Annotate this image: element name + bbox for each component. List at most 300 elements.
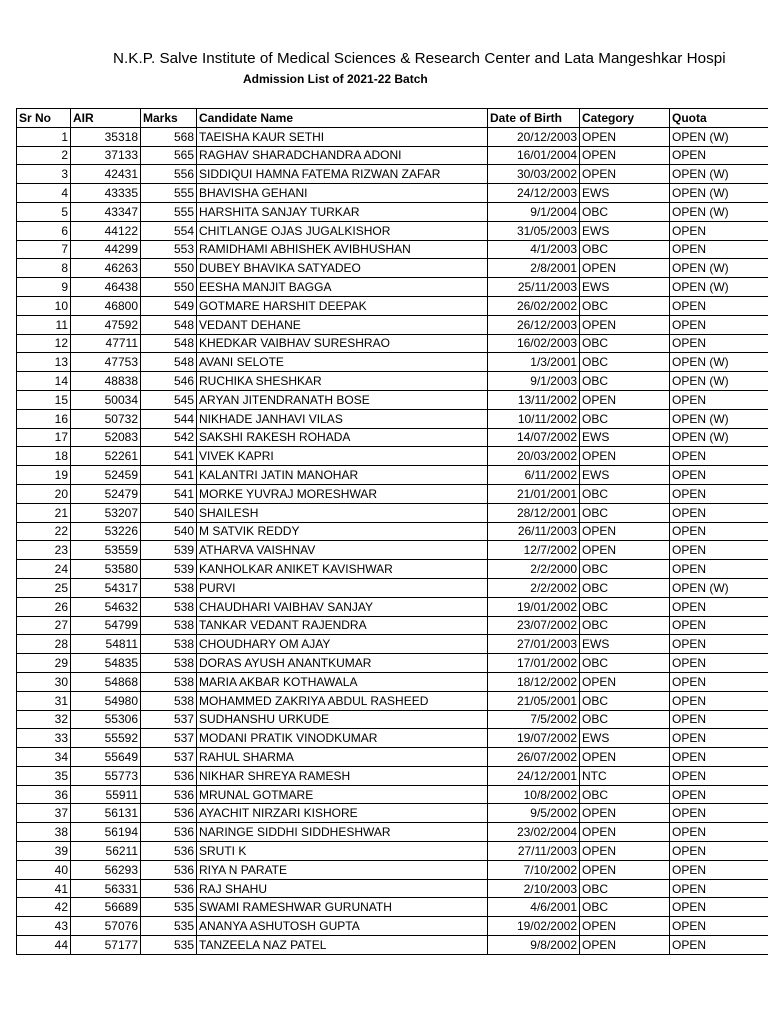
- sr-no-cell: 35: [17, 766, 71, 785]
- table-row: [17, 879, 768, 898]
- quota-cell: OPEN (W): [670, 127, 768, 146]
- quota-cell: OPEN: [670, 616, 768, 635]
- category-cell: OPEN: [580, 748, 670, 767]
- air-cell: 54317: [71, 578, 141, 597]
- date-of-birth-cell: 16/02/2003: [488, 334, 580, 353]
- quota-cell: OPEN: [670, 936, 768, 955]
- air-cell: 47753: [71, 353, 141, 372]
- sr-no-cell: 34: [17, 748, 71, 767]
- quota-cell: OPEN: [670, 240, 768, 259]
- candidate-name-cell: SWAMI RAMESHWAR GURUNATH: [197, 898, 488, 917]
- air-cell: 56331: [71, 879, 141, 898]
- table-row: [17, 672, 768, 691]
- sr-no-cell: 4: [17, 184, 71, 203]
- date-of-birth-cell: 26/07/2002: [488, 748, 580, 767]
- air-cell: 55773: [71, 766, 141, 785]
- marks-cell: 539: [141, 541, 197, 560]
- sr-no-cell: 13: [17, 353, 71, 372]
- marks-cell: 538: [141, 672, 197, 691]
- candidate-name-cell: ARYAN JITENDRANATH BOSE: [197, 390, 488, 409]
- air-cell: 44122: [71, 221, 141, 240]
- quota-cell: OPEN: [670, 917, 768, 936]
- quota-cell: OPEN (W): [670, 409, 768, 428]
- table-row: [17, 334, 768, 353]
- quota-cell: OPEN: [670, 785, 768, 804]
- air-cell: 52479: [71, 484, 141, 503]
- sr-no-cell: 43: [17, 917, 71, 936]
- candidate-name-cell: M SATVIK REDDY: [197, 522, 488, 541]
- candidate-name-cell: GOTMARE HARSHIT DEEPAK: [197, 296, 488, 315]
- air-cell: 52459: [71, 466, 141, 485]
- category-cell: OPEN: [580, 315, 670, 334]
- category-cell: OBC: [580, 202, 670, 221]
- date-of-birth-cell: 4/1/2003: [488, 240, 580, 259]
- sr-no-cell: 1: [17, 127, 71, 146]
- table-row: [17, 278, 768, 297]
- date-of-birth-cell: 6/11/2002: [488, 466, 580, 485]
- candidate-name-cell: RAGHAV SHARADCHANDRA ADONI: [197, 146, 488, 165]
- quota-cell: OPEN: [670, 447, 768, 466]
- admission-table: [16, 108, 768, 955]
- marks-cell: 544: [141, 409, 197, 428]
- category-cell: OBC: [580, 240, 670, 259]
- marks-cell: 538: [141, 578, 197, 597]
- column-header-marks: Marks: [141, 109, 197, 128]
- candidate-name-cell: SUDHANSHU URKUDE: [197, 710, 488, 729]
- date-of-birth-cell: 27/11/2003: [488, 842, 580, 861]
- candidate-name-cell: CHOUDHARY OM AJAY: [197, 635, 488, 654]
- candidate-name-cell: AVANI SELOTE: [197, 353, 488, 372]
- quota-cell: OPEN: [670, 635, 768, 654]
- category-cell: OBC: [580, 710, 670, 729]
- category-cell: OPEN: [580, 672, 670, 691]
- quota-cell: OPEN: [670, 672, 768, 691]
- sr-no-cell: 39: [17, 842, 71, 861]
- column-header-date-of-birth: Date of Birth: [488, 109, 580, 128]
- date-of-birth-cell: 30/03/2002: [488, 165, 580, 184]
- quota-cell: OPEN: [670, 691, 768, 710]
- table-row: [17, 597, 768, 616]
- date-of-birth-cell: 7/5/2002: [488, 710, 580, 729]
- marks-cell: 541: [141, 447, 197, 466]
- quota-cell: OPEN: [670, 654, 768, 673]
- candidate-name-cell: AYACHIT NIRZARI KISHORE: [197, 804, 488, 823]
- date-of-birth-cell: 9/5/2002: [488, 804, 580, 823]
- marks-cell: 538: [141, 654, 197, 673]
- table-row: [17, 748, 768, 767]
- marks-cell: 535: [141, 917, 197, 936]
- quota-cell: OPEN: [670, 597, 768, 616]
- sr-no-cell: 8: [17, 259, 71, 278]
- marks-cell: 540: [141, 503, 197, 522]
- category-cell: OPEN: [580, 522, 670, 541]
- table-row: [17, 654, 768, 673]
- table-row: [17, 635, 768, 654]
- quota-cell: OPEN: [670, 315, 768, 334]
- date-of-birth-cell: 24/12/2001: [488, 766, 580, 785]
- marks-cell: 538: [141, 691, 197, 710]
- date-of-birth-cell: 9/1/2004: [488, 202, 580, 221]
- category-cell: OBC: [580, 879, 670, 898]
- date-of-birth-cell: 4/6/2001: [488, 898, 580, 917]
- table-row: [17, 710, 768, 729]
- quota-cell: OPEN: [670, 710, 768, 729]
- candidate-name-cell: TANKAR VEDANT RAJENDRA: [197, 616, 488, 635]
- date-of-birth-cell: 9/1/2003: [488, 372, 580, 391]
- marks-cell: 554: [141, 221, 197, 240]
- candidate-name-cell: SRUTI K: [197, 842, 488, 861]
- sr-no-cell: 22: [17, 522, 71, 541]
- marks-cell: 549: [141, 296, 197, 315]
- candidate-name-cell: TAEISHA KAUR SETHI: [197, 127, 488, 146]
- table-row: [17, 259, 768, 278]
- category-cell: OPEN: [580, 541, 670, 560]
- category-cell: OBC: [580, 296, 670, 315]
- sr-no-cell: 23: [17, 541, 71, 560]
- sr-no-cell: 19: [17, 466, 71, 485]
- table-row: [17, 860, 768, 879]
- category-cell: OPEN: [580, 447, 670, 466]
- quota-cell: OPEN (W): [670, 372, 768, 391]
- air-cell: 48838: [71, 372, 141, 391]
- air-cell: 53207: [71, 503, 141, 522]
- category-cell: OBC: [580, 372, 670, 391]
- marks-cell: 538: [141, 597, 197, 616]
- category-cell: EWS: [580, 729, 670, 748]
- sr-no-cell: 33: [17, 729, 71, 748]
- air-cell: 47711: [71, 334, 141, 353]
- air-cell: 57076: [71, 917, 141, 936]
- category-cell: OBC: [580, 484, 670, 503]
- air-cell: 54799: [71, 616, 141, 635]
- marks-cell: 537: [141, 748, 197, 767]
- air-cell: 55306: [71, 710, 141, 729]
- date-of-birth-cell: 14/07/2002: [488, 428, 580, 447]
- sr-no-cell: 16: [17, 409, 71, 428]
- table-row: [17, 447, 768, 466]
- category-cell: OPEN: [580, 127, 670, 146]
- air-cell: 46263: [71, 259, 141, 278]
- table-row: [17, 936, 768, 955]
- candidate-name-cell: CHAUDHARI VAIBHAV SANJAY: [197, 597, 488, 616]
- quota-cell: OPEN: [670, 334, 768, 353]
- quota-cell: OPEN: [670, 484, 768, 503]
- candidate-name-cell: BHAVISHA GEHANI: [197, 184, 488, 203]
- candidate-name-cell: MARIA AKBAR KOTHAWALA: [197, 672, 488, 691]
- marks-cell: 550: [141, 259, 197, 278]
- sr-no-cell: 10: [17, 296, 71, 315]
- table-row: [17, 484, 768, 503]
- quota-cell: OPEN: [670, 466, 768, 485]
- date-of-birth-cell: 2/2/2002: [488, 578, 580, 597]
- category-cell: OPEN: [580, 860, 670, 879]
- column-header-air: AIR: [71, 109, 141, 128]
- category-cell: OBC: [580, 578, 670, 597]
- air-cell: 53559: [71, 541, 141, 560]
- date-of-birth-cell: 28/12/2001: [488, 503, 580, 522]
- marks-cell: 556: [141, 165, 197, 184]
- category-cell: OBC: [580, 334, 670, 353]
- quota-cell: OPEN (W): [670, 165, 768, 184]
- date-of-birth-cell: 19/07/2002: [488, 729, 580, 748]
- marks-cell: 536: [141, 860, 197, 879]
- date-of-birth-cell: 25/11/2003: [488, 278, 580, 297]
- quota-cell: OPEN: [670, 522, 768, 541]
- date-of-birth-cell: 17/01/2002: [488, 654, 580, 673]
- date-of-birth-cell: 20/03/2002: [488, 447, 580, 466]
- category-cell: OBC: [580, 691, 670, 710]
- table-row: [17, 785, 768, 804]
- sr-no-cell: 36: [17, 785, 71, 804]
- document-subtitle: Admission List of 2021-22 Batch: [243, 72, 428, 86]
- marks-cell: 546: [141, 372, 197, 391]
- table-row: [17, 541, 768, 560]
- quota-cell: OPEN: [670, 804, 768, 823]
- table-row: [17, 898, 768, 917]
- quota-cell: OPEN: [670, 146, 768, 165]
- air-cell: 54868: [71, 672, 141, 691]
- category-cell: EWS: [580, 466, 670, 485]
- air-cell: 57177: [71, 936, 141, 955]
- candidate-name-cell: RIYA N PARATE: [197, 860, 488, 879]
- date-of-birth-cell: 21/05/2001: [488, 691, 580, 710]
- sr-no-cell: 5: [17, 202, 71, 221]
- date-of-birth-cell: 2/8/2001: [488, 259, 580, 278]
- category-cell: OPEN: [580, 165, 670, 184]
- date-of-birth-cell: 9/8/2002: [488, 936, 580, 955]
- quota-cell: OPEN: [670, 879, 768, 898]
- candidate-name-cell: RAHUL SHARMA: [197, 748, 488, 767]
- candidate-name-cell: TANZEELA NAZ PATEL: [197, 936, 488, 955]
- date-of-birth-cell: 19/02/2002: [488, 917, 580, 936]
- sr-no-cell: 37: [17, 804, 71, 823]
- candidate-name-cell: RAMIDHAMI ABHISHEK AVIBHUSHAN: [197, 240, 488, 259]
- sr-no-cell: 28: [17, 635, 71, 654]
- table-row: [17, 842, 768, 861]
- air-cell: 56689: [71, 898, 141, 917]
- sr-no-cell: 29: [17, 654, 71, 673]
- sr-no-cell: 20: [17, 484, 71, 503]
- sr-no-cell: 18: [17, 447, 71, 466]
- candidate-name-cell: SAKSHI RAKESH ROHADA: [197, 428, 488, 447]
- candidate-name-cell: ATHARVA VAISHNAV: [197, 541, 488, 560]
- marks-cell: 537: [141, 710, 197, 729]
- date-of-birth-cell: 26/12/2003: [488, 315, 580, 334]
- date-of-birth-cell: 10/8/2002: [488, 785, 580, 804]
- date-of-birth-cell: 31/05/2003: [488, 221, 580, 240]
- sr-no-cell: 27: [17, 616, 71, 635]
- sr-no-cell: 2: [17, 146, 71, 165]
- table-row: [17, 202, 768, 221]
- sr-no-cell: 31: [17, 691, 71, 710]
- marks-cell: 555: [141, 184, 197, 203]
- marks-cell: 536: [141, 879, 197, 898]
- table-row: [17, 729, 768, 748]
- quota-cell: OPEN (W): [670, 184, 768, 203]
- marks-cell: 542: [141, 428, 197, 447]
- candidate-name-cell: MORKE YUVRAJ MORESHWAR: [197, 484, 488, 503]
- table-row: [17, 691, 768, 710]
- air-cell: 56131: [71, 804, 141, 823]
- air-cell: 54980: [71, 691, 141, 710]
- quota-cell: OPEN (W): [670, 578, 768, 597]
- quota-cell: OPEN: [670, 503, 768, 522]
- table-body: [17, 127, 768, 954]
- air-cell: 47592: [71, 315, 141, 334]
- air-cell: 43335: [71, 184, 141, 203]
- date-of-birth-cell: 16/01/2004: [488, 146, 580, 165]
- marks-cell: 548: [141, 334, 197, 353]
- quota-cell: OPEN: [670, 296, 768, 315]
- table-row: [17, 428, 768, 447]
- table-row: [17, 917, 768, 936]
- air-cell: 42431: [71, 165, 141, 184]
- candidate-name-cell: RUCHIKA SHESHKAR: [197, 372, 488, 391]
- quota-cell: OPEN: [670, 390, 768, 409]
- quota-cell: OPEN: [670, 748, 768, 767]
- quota-cell: OPEN: [670, 541, 768, 560]
- table-row: [17, 522, 768, 541]
- candidate-name-cell: VIVEK KAPRI: [197, 447, 488, 466]
- column-header-category: Category: [580, 109, 670, 128]
- quota-cell: OPEN (W): [670, 202, 768, 221]
- category-cell: EWS: [580, 221, 670, 240]
- date-of-birth-cell: 19/01/2002: [488, 597, 580, 616]
- candidate-name-cell: MOHAMMED ZAKRIYA ABDUL RASHEED: [197, 691, 488, 710]
- marks-cell: 537: [141, 729, 197, 748]
- table-row: [17, 372, 768, 391]
- quota-cell: OPEN: [670, 823, 768, 842]
- category-cell: EWS: [580, 428, 670, 447]
- category-cell: OBC: [580, 616, 670, 635]
- table-row: [17, 240, 768, 259]
- category-cell: OBC: [580, 409, 670, 428]
- marks-cell: 538: [141, 616, 197, 635]
- category-cell: OPEN: [580, 842, 670, 861]
- sr-no-cell: 15: [17, 390, 71, 409]
- quota-cell: OPEN: [670, 221, 768, 240]
- table-row: [17, 503, 768, 522]
- quota-cell: OPEN (W): [670, 278, 768, 297]
- date-of-birth-cell: 13/11/2002: [488, 390, 580, 409]
- marks-cell: 539: [141, 560, 197, 579]
- candidate-name-cell: VEDANT DEHANE: [197, 315, 488, 334]
- table-row: [17, 390, 768, 409]
- marks-cell: 536: [141, 823, 197, 842]
- air-cell: 44299: [71, 240, 141, 259]
- candidate-name-cell: MRUNAL GOTMARE: [197, 785, 488, 804]
- marks-cell: 568: [141, 127, 197, 146]
- marks-cell: 541: [141, 484, 197, 503]
- air-cell: 43347: [71, 202, 141, 221]
- air-cell: 50034: [71, 390, 141, 409]
- table-row: [17, 616, 768, 635]
- marks-cell: 545: [141, 390, 197, 409]
- table-row: [17, 409, 768, 428]
- sr-no-cell: 26: [17, 597, 71, 616]
- quota-cell: OPEN: [670, 860, 768, 879]
- category-cell: OBC: [580, 560, 670, 579]
- candidate-name-cell: SHAILESH: [197, 503, 488, 522]
- air-cell: 53226: [71, 522, 141, 541]
- date-of-birth-cell: 12/7/2002: [488, 541, 580, 560]
- quota-cell: OPEN (W): [670, 259, 768, 278]
- category-cell: OBC: [580, 353, 670, 372]
- category-cell: OBC: [580, 654, 670, 673]
- sr-no-cell: 9: [17, 278, 71, 297]
- sr-no-cell: 6: [17, 221, 71, 240]
- table-row: [17, 127, 768, 146]
- quota-cell: OPEN (W): [670, 353, 768, 372]
- air-cell: 56211: [71, 842, 141, 861]
- air-cell: 55911: [71, 785, 141, 804]
- table-header-row: [17, 109, 768, 128]
- candidate-name-cell: SIDDIQUI HAMNA FATEMA RIZWAN ZAFAR: [197, 165, 488, 184]
- date-of-birth-cell: 21/01/2001: [488, 484, 580, 503]
- category-cell: OPEN: [580, 917, 670, 936]
- air-cell: 50732: [71, 409, 141, 428]
- date-of-birth-cell: 20/12/2003: [488, 127, 580, 146]
- table-row: [17, 353, 768, 372]
- table-row: [17, 466, 768, 485]
- candidate-name-cell: CHITLANGE OJAS JUGALKISHOR: [197, 221, 488, 240]
- candidate-name-cell: NIKHADE JANHAVI VILAS: [197, 409, 488, 428]
- sr-no-cell: 32: [17, 710, 71, 729]
- table-row: [17, 296, 768, 315]
- document-title: N.K.P. Salve Institute of Medical Sciences & Research Center and Lata Mangeshkar Hospi: [113, 50, 726, 67]
- sr-no-cell: 12: [17, 334, 71, 353]
- marks-cell: 565: [141, 146, 197, 165]
- air-cell: 46438: [71, 278, 141, 297]
- candidate-name-cell: MODANI PRATIK VINODKUMAR: [197, 729, 488, 748]
- category-cell: NTC: [580, 766, 670, 785]
- marks-cell: 548: [141, 315, 197, 334]
- candidate-name-cell: DORAS AYUSH ANANTKUMAR: [197, 654, 488, 673]
- candidate-name-cell: HARSHITA SANJAY TURKAR: [197, 202, 488, 221]
- table-row: [17, 184, 768, 203]
- sr-no-cell: 42: [17, 898, 71, 917]
- marks-cell: 536: [141, 785, 197, 804]
- candidate-name-cell: KANHOLKAR ANIKET KAVISHWAR: [197, 560, 488, 579]
- air-cell: 54632: [71, 597, 141, 616]
- date-of-birth-cell: 7/10/2002: [488, 860, 580, 879]
- sr-no-cell: 3: [17, 165, 71, 184]
- air-cell: 54835: [71, 654, 141, 673]
- date-of-birth-cell: 2/10/2003: [488, 879, 580, 898]
- air-cell: 35318: [71, 127, 141, 146]
- sr-no-cell: 25: [17, 578, 71, 597]
- marks-cell: 536: [141, 766, 197, 785]
- category-cell: OPEN: [580, 936, 670, 955]
- quota-cell: OPEN: [670, 898, 768, 917]
- candidate-name-cell: NIKHAR SHREYA RAMESH: [197, 766, 488, 785]
- sr-no-cell: 7: [17, 240, 71, 259]
- table-row: [17, 578, 768, 597]
- sr-no-cell: 11: [17, 315, 71, 334]
- category-cell: OBC: [580, 503, 670, 522]
- category-cell: OPEN: [580, 390, 670, 409]
- candidate-name-cell: RAJ SHAHU: [197, 879, 488, 898]
- column-header-candidate-name: Candidate Name: [197, 109, 488, 128]
- category-cell: OBC: [580, 597, 670, 616]
- air-cell: 55649: [71, 748, 141, 767]
- air-cell: 56194: [71, 823, 141, 842]
- marks-cell: 553: [141, 240, 197, 259]
- table-row: [17, 560, 768, 579]
- category-cell: OPEN: [580, 259, 670, 278]
- air-cell: 53580: [71, 560, 141, 579]
- date-of-birth-cell: 2/2/2000: [488, 560, 580, 579]
